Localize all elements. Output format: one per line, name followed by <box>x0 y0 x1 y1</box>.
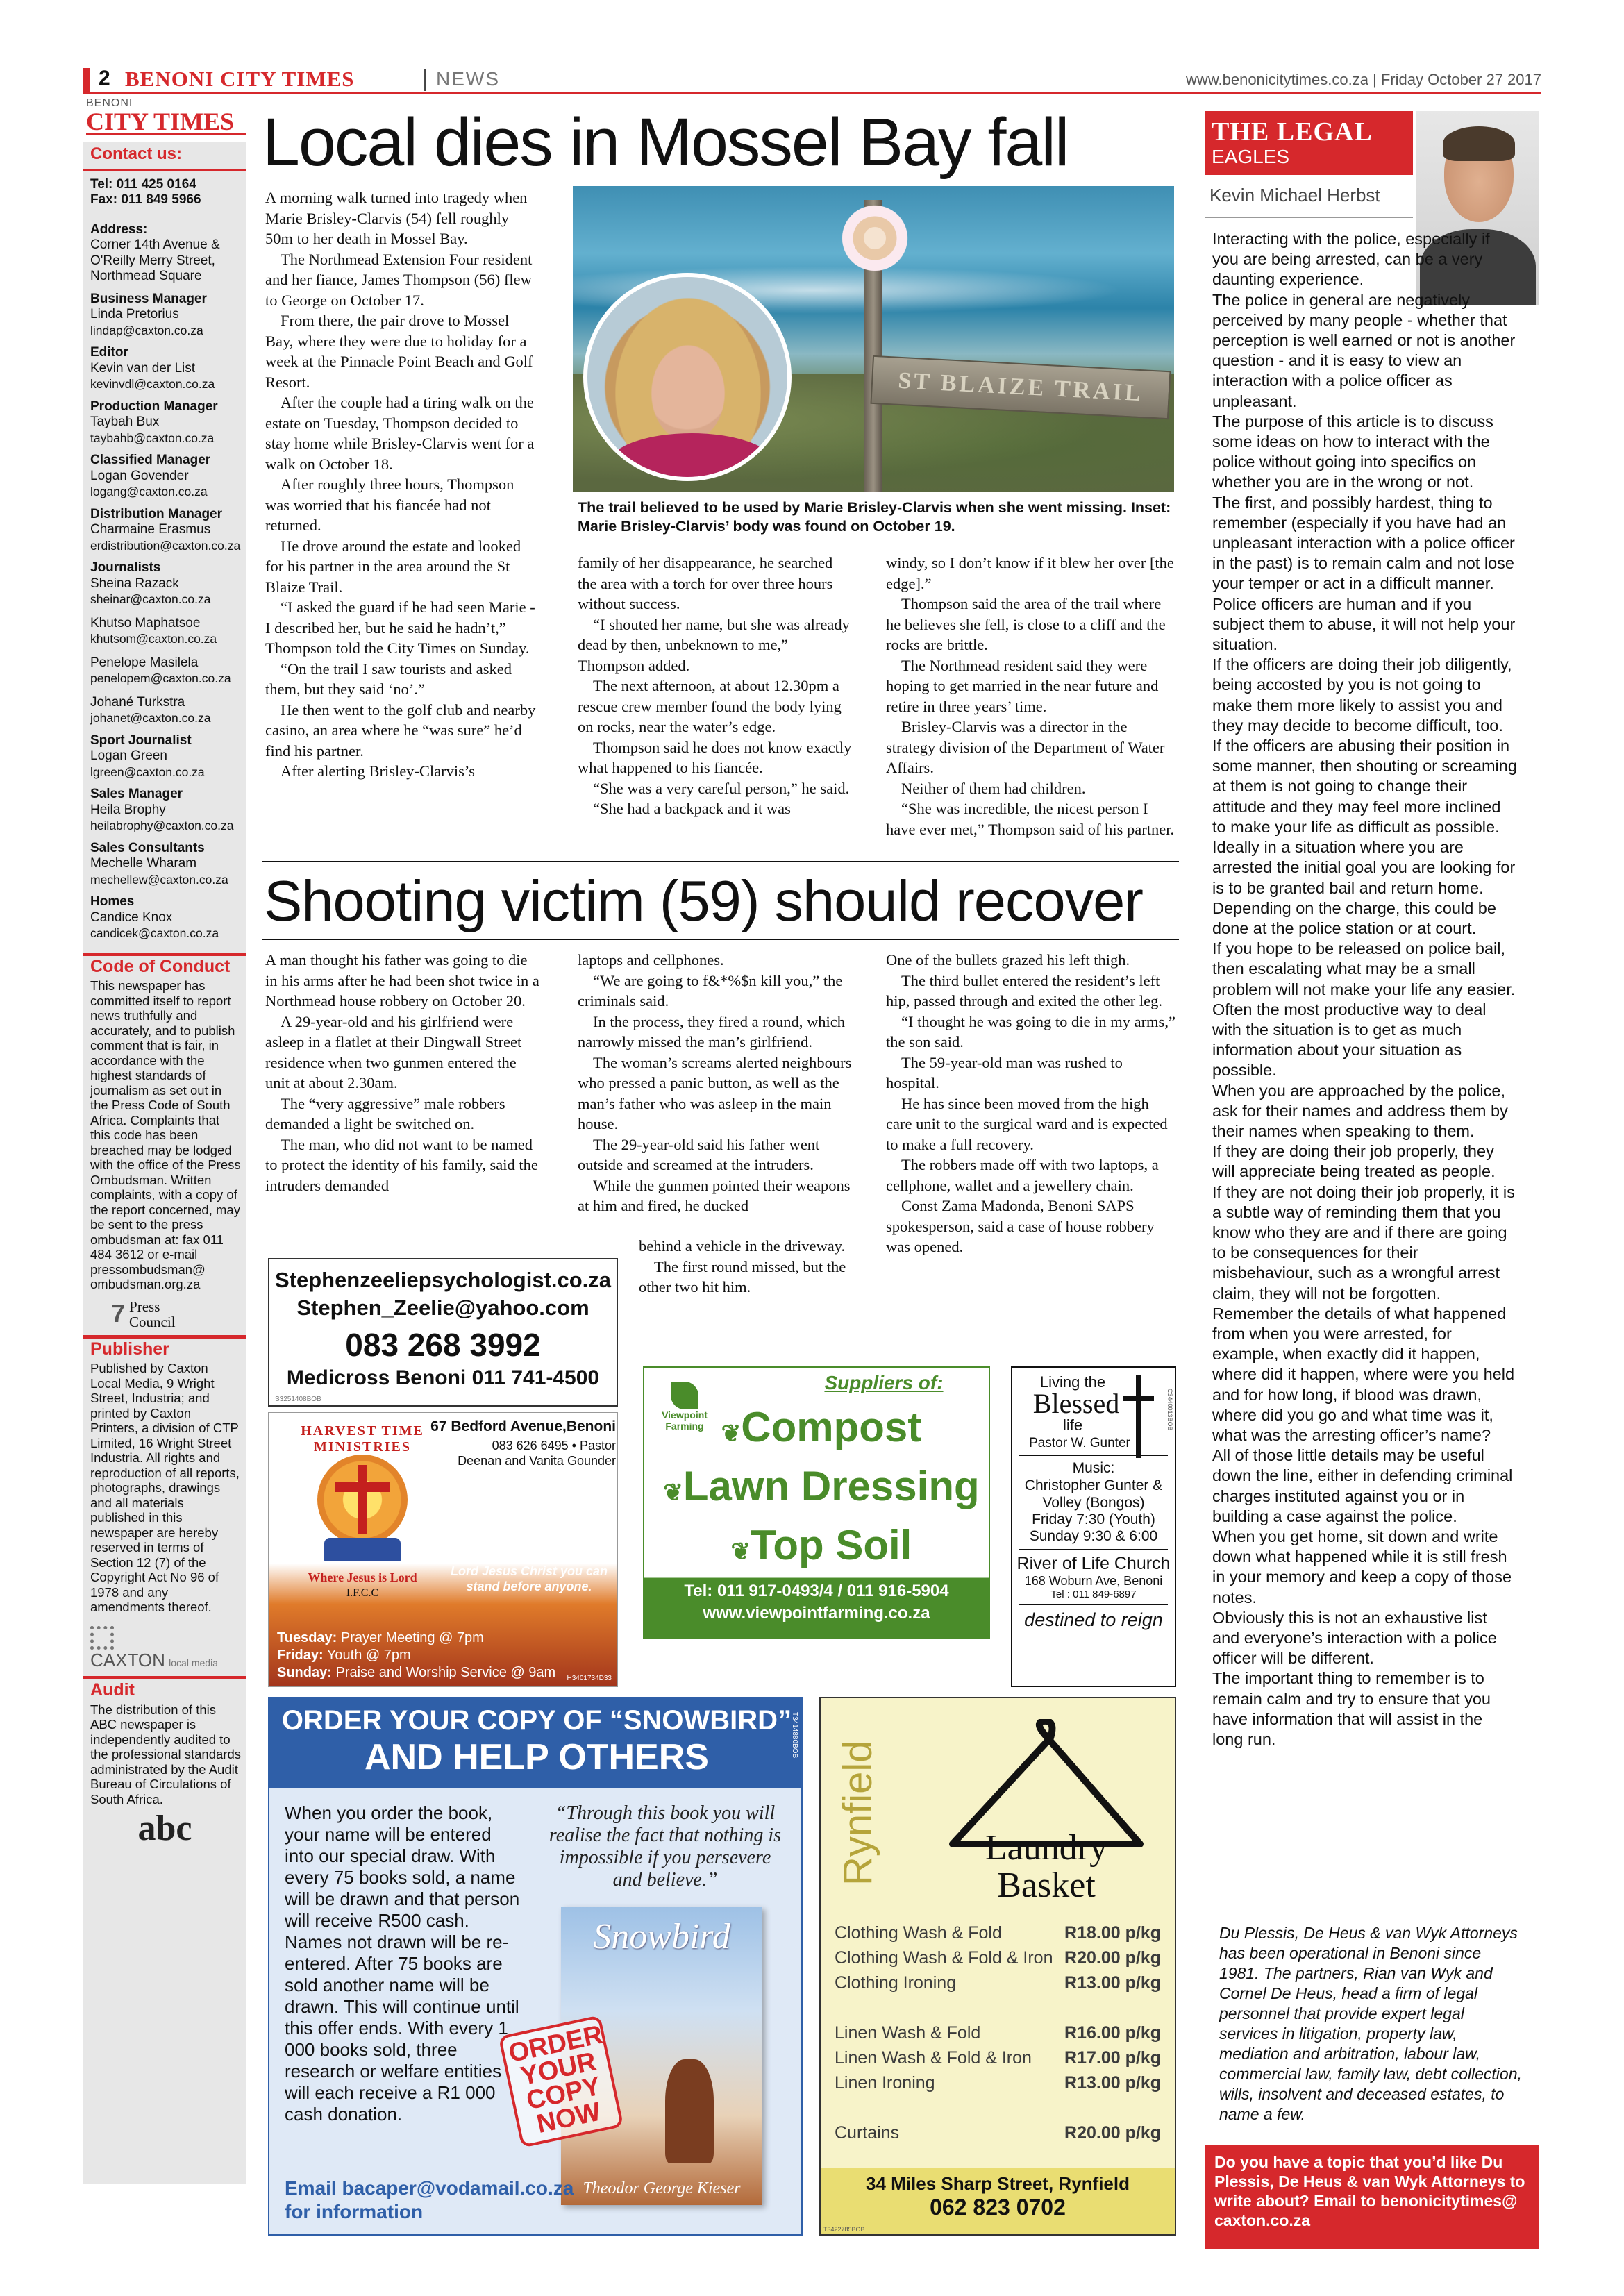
church-ad[interactable] <box>1011 1366 1176 1687</box>
leaf-bullet-icon: ❦ <box>721 1421 742 1447</box>
legal-paragraph: Interacting with the police, especially if you are being arrested, can be a very daunting experience. <box>1212 230 1490 289</box>
psych-ad[interactable] <box>268 1258 618 1407</box>
staff-role: Homes <box>90 894 135 909</box>
legal-title: THE LEGAL <box>1212 117 1373 146</box>
paragraph: The next afternoon, at about 12.30pm a rescue crew member found the body lying on rocks, near the water’s edge. <box>578 677 842 735</box>
address-label: Address: <box>90 221 148 237</box>
staff-entry <box>90 399 241 446</box>
psych-code: S3251408BOB <box>275 1396 321 1403</box>
legal-author: Kevin Michael Herbst <box>1209 185 1380 206</box>
staff-entry <box>90 695 241 726</box>
laundry-code: T3422785BOB <box>823 2226 865 2233</box>
viewpoint-items <box>655 1401 988 1578</box>
paragraph: He has since been moved from the high care unit to the surgical ward and is expected to make a full recovery. <box>886 1094 1168 1153</box>
staff-entry <box>90 655 241 687</box>
paragraph: “She was a very careful person,” he said. <box>593 779 850 797</box>
staff-role: Distribution Manager <box>90 506 223 521</box>
viewpoint-item-label: Compost <box>741 1404 922 1450</box>
legal-paragraph: If the officers are abusing their position in some manner, then shouting or screaming at them is not going to change their attitude and they may feel more inclined to make your life as difficult as possible. <box>1212 737 1517 836</box>
laundry-address: 34 Miles Sharp Street, Rynfield <box>865 2173 1130 2194</box>
paragraph: The woman’s screams alerted neighbours who pressed a panic button, as well as the man’s father who was asleep in the main house. <box>578 1053 852 1132</box>
harvest-arc-text: HARVEST TIME MINISTRIES <box>301 1423 424 1455</box>
harvest-tuesday: Prayer Meeting @ 7pm <box>340 1630 484 1645</box>
paragraph: After the couple had a tiring walk on the estate on Tuesday, Thompson decided to stay home while Brisley-Clarvis went for a walk on October 18. <box>265 394 535 473</box>
paragraph: The first round missed, but the other two hit him. <box>639 1257 846 1296</box>
paragraph: “On the trail I saw tourists and asked them, but they said ‘no’.” <box>265 660 512 698</box>
audit-heading: Audit <box>83 1676 246 1701</box>
staff-email[interactable]: candicek@caxton.co.za <box>90 926 219 940</box>
price-value: R20.00 p/kg <box>1064 2123 1161 2143</box>
staff-entry <box>90 560 241 607</box>
snowbird-title1: ORDER YOUR COPY OF “SNOWBIRD” <box>281 1705 792 1736</box>
staff-email[interactable]: heilabrophy@caxton.co.za <box>90 819 234 832</box>
viewpoint-tel[interactable]: Tel: 011 917-0493/4 / 011 916-5904 <box>684 1582 949 1600</box>
viewpoint-item <box>655 1460 988 1519</box>
article2-rule-bottom <box>262 939 1179 940</box>
paragraph: While the gunmen pointed their weapons at him and fired, he ducked <box>578 1176 851 1214</box>
harvest-quote: “If you kneel before the Lord Jesus Christ you can stand before anyone. <box>450 1549 608 1593</box>
harvest-schedule <box>277 1629 610 1682</box>
paragraph: He drove around the estate and looked for his partner in the area around the St Blaize Trail. <box>265 537 521 596</box>
staff-email[interactable]: khutsom@caxton.co.za <box>90 632 217 646</box>
trail-sign-text: ST BLAIZE TRAIL <box>897 367 1144 407</box>
staff-name: Charmaine Erasmus <box>90 522 211 537</box>
price-value: R13.00 p/kg <box>1064 1973 1161 1993</box>
viewpoint-item <box>655 1401 988 1460</box>
legal-paragraph: Police officers are human and if you subject them to abuse, it will not help your situation. <box>1212 594 1516 654</box>
staff-email[interactable]: sheinar@caxton.co.za <box>90 592 211 606</box>
harvest-sunday-label: Sunday: <box>277 1665 332 1680</box>
price-value: R20.00 p/kg <box>1064 1948 1161 1968</box>
paper-name: BENONI CITY TIMES <box>125 67 355 91</box>
paragraph: “I thought he was going to die in my arms,” the son said. <box>886 1012 1175 1050</box>
church-friday: Friday 7:30 (Youth) <box>1032 1511 1155 1527</box>
snowbird-book-figure <box>665 2059 714 2163</box>
harvest-code: H3401734D33 <box>567 1675 612 1682</box>
staff-name: Logan Green <box>90 748 167 763</box>
price-item: Linen Wash & Fold <box>835 2023 981 2043</box>
paragraph: From there, the pair drove to Mossel Bay, where they were due to holiday for a week at the Pinnacle Point Beach and Golf Resort. <box>265 312 533 391</box>
church-life: life <box>1062 1416 1083 1434</box>
laundry-footer <box>821 2168 1175 2234</box>
paragraph: A man thought his father was going to die in his arms after he had been shot twice in a Northmead house robbery on October 20. <box>265 951 539 1009</box>
price-item: Clothing Wash & Fold & Iron <box>835 1948 1053 1968</box>
staff-email[interactable]: johanet@caxton.co.za <box>90 711 211 725</box>
snowbird-book-author: Theodor George Kieser <box>583 2179 741 2197</box>
paragraph: The man, who did not want to be named to protect the identity of his family, said the intruders demanded <box>265 1135 538 1194</box>
fax-line: Fax: 011 849 5966 <box>90 192 201 207</box>
staff-entry <box>90 453 241 500</box>
paragraph: Thompson said he does not know exactly what happened to his fiancée. <box>578 738 852 776</box>
legal-title-block <box>1205 111 1413 175</box>
header-divider: | <box>422 65 428 92</box>
press-council-icon: 7 <box>111 1299 126 1328</box>
tel-line: Tel: 011 425 0164 <box>90 176 196 192</box>
church-top: Living the <box>1039 1373 1106 1391</box>
header-rule <box>83 92 1541 94</box>
viewpoint-logo-text: Viewpoint Farming <box>662 1409 708 1432</box>
book-icon <box>324 1538 401 1561</box>
section-name: NEWS <box>436 68 500 90</box>
psych-place: Medicross Benoni 011 741-4500 <box>286 1366 600 1389</box>
viewpoint-item <box>655 1519 988 1578</box>
caxton-name: CAXTON <box>90 1649 165 1670</box>
price-value: R16.00 p/kg <box>1064 2023 1161 2043</box>
church-slogan: destined to reign <box>1024 1609 1163 1630</box>
staff-list <box>90 292 241 941</box>
harvest-emblem <box>276 1416 449 1604</box>
legal-paragraph: Obviously this is not an exhaustive list and everyone’s interaction with a police officer will be different. <box>1212 1608 1497 1668</box>
cross-icon <box>358 1465 367 1534</box>
staff-name: Khutso Maphatsoe <box>90 615 201 630</box>
viewpoint-web[interactable]: www.viewpointfarming.co.za <box>703 1604 930 1623</box>
address-text: Corner 14th Avenue & O'Reilly Merry Street, Northmead Square <box>90 237 220 283</box>
staff-entry <box>90 733 241 780</box>
staff-name: Candice Knox <box>90 910 173 925</box>
viewpoint-item-label: Top Soil <box>751 1522 912 1568</box>
staff-name: Logan Govender <box>90 468 189 483</box>
snowbird-info: for information <box>285 2201 424 2222</box>
paragraph: He then went to the golf club and nearby casino, an area where he “was sure” he’d find his partner. <box>265 701 536 760</box>
snowbird-quote: “Through this book you will realise the fact that nothing is impossible if you persevere and believe.” <box>549 1802 782 1891</box>
legal-body <box>1212 229 1518 1750</box>
harvest-ad[interactable] <box>268 1412 618 1687</box>
staff-entry <box>90 841 241 888</box>
staff-entry <box>90 616 241 647</box>
snowbird-code: T3414880BOB <box>791 1712 798 1759</box>
paragraph: Thompson said the area of the trail where he believes she fell, is close to a cliff and the rocks are brittle. <box>886 595 1166 653</box>
legal-paragraph: The purpose of this article is to discuss some ideas on how to interact with the police without going into specifics on whether you are in the wrong or not. <box>1212 412 1493 492</box>
laundry-ad[interactable] <box>819 1697 1176 2236</box>
price-row <box>835 2045 1161 2070</box>
staff-role: Sport Journalist <box>90 732 192 748</box>
paragraph: One of the bullets grazed his left thigh. <box>886 951 1130 969</box>
harvest-ifcc: I.F.C.C <box>346 1587 379 1599</box>
price-row <box>835 2020 1161 2045</box>
press-council-logo <box>83 1298 246 1335</box>
church-pastor: Pastor W. Gunter <box>1029 1436 1130 1450</box>
article2-col2 <box>578 950 859 1216</box>
staff-name: Heila Brophy <box>90 802 166 817</box>
paragraph: Brisley-Clarvis was a director in the strategy division of the Department of Water Affairs. <box>886 718 1165 776</box>
code-heading: Code of Conduct <box>83 953 246 978</box>
staff-name: Sheina Razack <box>90 576 179 591</box>
harvest-tuesday-label: Tuesday: <box>277 1630 337 1645</box>
paragraph: The third bullet entered the resident’s left hip, passed through and exited the other leg. <box>886 971 1163 1009</box>
price-value: R17.00 p/kg <box>1064 2048 1161 2068</box>
staff-entry <box>90 787 241 834</box>
staff-role: Classified Manager <box>90 453 211 467</box>
snowbird-stamp[interactable]: ORDER YOUR COPY NOW <box>499 2015 624 2148</box>
paragraph: Neither of them had children. <box>901 779 1086 797</box>
psych-site[interactable]: Stephenzeeliepsychologist.co.za <box>274 1268 612 1292</box>
paragraph: The 29-year-old said his father went outside and screamed at the intruders. <box>578 1135 820 1173</box>
legal-paragraph: If the officers are doing their job diligently, being accosted by you is not going to make them more likely to assist you and they may decide to become difficult, too. <box>1212 655 1512 735</box>
laundry-prices <box>835 1920 1161 2145</box>
paragraph: behind a vehicle in the driveway. <box>639 1237 846 1255</box>
legal-paragraph: The important thing to remember is to remain calm and try to ensure that you have information that will assist in the long run. <box>1212 1669 1491 1749</box>
paragraph: “We are going to f&*%$n kill you,” the criminals said. <box>578 971 843 1009</box>
paragraph: “I asked the guard if he had seen Marie - I described her, but he said he hadn’t,” Thompson told the City Times on Sunday. <box>265 598 535 657</box>
laundry-phone[interactable]: 062 823 0702 <box>930 2195 1066 2220</box>
legal-italic: Du Plessis, De Heus & van Wyk Attorneys has been operational in Benoni since 1981. The partners, Rian van Wyk and Cornel De Heus, head a firm of legal personnel that provide expert legal services in litigation, property law, mediation and arbitration, labour law, commercial law, family law, debt collection, wills, insolvent and deceased estates, to name a few. <box>1219 1924 1522 2123</box>
page-header <box>83 67 1541 94</box>
laundry-name1: Laundry <box>985 1828 1108 1868</box>
caxton-icon <box>90 1626 114 1650</box>
snowbird-body: When you order the book, your name will be entered into our special draw. With every 75 books sold, a name will be drawn and that person will receive R500 cash. Names not drawn will be re-entered. After 75 books are sold another name will be drawn. This will continue until this offer ends. With every 1 000 books sold, three research or welfare entities will each receive a R1 000 cash donation. <box>285 1802 520 2125</box>
article2-col3 <box>886 950 1178 1257</box>
paragraph: After alerting Brisley-Clarvis’s <box>281 762 475 780</box>
church-sunday: Sunday 9:30 & 6:00 <box>1029 1528 1158 1544</box>
staff-email[interactable]: kevinvdl@caxton.co.za <box>90 377 215 391</box>
staff-email[interactable]: logang@caxton.co.za <box>90 485 208 498</box>
legal-subtitle: EAGLES <box>1212 146 1290 167</box>
article1-col1 <box>265 187 539 782</box>
legal-author-rule <box>1205 217 1413 218</box>
inset-portrait <box>583 273 792 481</box>
logo-small: BENONI <box>86 97 133 109</box>
harvest-friday: Youth @ 7pm <box>326 1648 411 1663</box>
church-tel: Tel : 011 849-6897 <box>1050 1589 1137 1600</box>
paragraph: A 29-year-old and his girlfriend were asleep in a flatlet at their Dingwall Street residence when two gunmen entered the unit at about 2.30am. <box>265 1012 522 1091</box>
paragraph: “I shouted her name, but she was already dead by then, unbeknown to me,” Thompson added. <box>578 615 850 674</box>
paragraph: In the process, they fired a round, which narrowly missed the man’s girlfriend. <box>578 1012 846 1050</box>
laundry-town: Rynfield <box>835 1740 880 1886</box>
audit-text: The distribution of this ABC newspaper is independently audited to the professional standards administrated by the Audit Bureau of Circulations of South Africa. <box>90 1702 241 1807</box>
article1-headline: Local dies in Mossel Bay fall <box>262 104 1069 180</box>
staff-email[interactable]: erdistribution@caxton.co.za <box>90 538 241 553</box>
paragraph: family of her disappearance, he searched the area with a torch for over three hours without success. <box>578 554 833 612</box>
snowbird-email[interactable]: Email bacaper@vodamail.co.za <box>285 2177 574 2199</box>
harvest-motto: Where Jesus is Lord <box>308 1570 417 1584</box>
article1-col3 <box>886 553 1178 839</box>
staff-role: Production Manager <box>90 399 218 414</box>
price-row <box>835 1920 1161 1945</box>
cross-flowers <box>837 200 913 276</box>
caxton-sub: local media <box>169 1657 218 1668</box>
staff-role: Sales Manager <box>90 787 183 801</box>
sidebar <box>83 142 246 2184</box>
church-cross-icon <box>1136 1375 1141 1458</box>
snowbird-book-title: Snowbird <box>593 1917 730 1956</box>
staff-email[interactable]: mechellew@caxton.co.za <box>90 872 228 887</box>
staff-entry <box>90 894 241 941</box>
page-number: 2 <box>99 67 110 90</box>
laundry-name2: Basket <box>997 1866 1096 1905</box>
paragraph: After roughly three hours, Thompson was worried that his fiancée had not returned. <box>265 476 514 534</box>
cross-bar <box>335 1482 390 1492</box>
church-blessed: Blessed <box>1032 1388 1120 1419</box>
church-cross-bar <box>1123 1396 1154 1401</box>
publisher-heading: Publisher <box>83 1335 246 1360</box>
legal-paragraph: All of those little details may be useful down the line, either in defending criminal charges instituted against you or in building a case against the police. <box>1212 1446 1513 1525</box>
legal-paragraph: Ideally in a situation where you are arrested the initial goal you are looking for is to be granted bail and return home. Depending on the charge, this could be done at the police station or at court. <box>1212 838 1516 937</box>
staff-entry <box>90 345 241 392</box>
legal-paragraph: Often the most productive way to deal with the situation is to get as much information about your situation as possible. <box>1212 1000 1487 1080</box>
legal-paragraph: Remember the details of what happened from when you were arrested, for example, when exactly did it happen, where did it happen, where were you held and for how long, if blood was drawn, where did you go and what time was it, what was the arresting officer’s name? <box>1212 1304 1515 1444</box>
staff-email[interactable]: penelopem@caxton.co.za <box>90 671 231 685</box>
staff-name: Penelope Masilela <box>90 655 199 670</box>
article1-col2 <box>578 553 855 819</box>
staff-name: Johané Turkstra <box>90 694 185 710</box>
staff-name: Kevin van der List <box>90 360 196 376</box>
legal-paragraph: When you are approached by the police, ask for their names and address them by their names when speaking to them. <box>1212 1081 1508 1140</box>
price-value: R13.00 p/kg <box>1064 2073 1161 2093</box>
legal-paragraph: If you hope to be released on police bail, then escalating what may be a small problem will not make your life any easier. <box>1212 939 1516 998</box>
psych-phone: 083 268 3992 <box>345 1327 541 1363</box>
header-bar <box>83 68 90 92</box>
legal-paragraph: If they are not doing their job properly, it is a subtle way of reminding them that you know who they are and if there are going to be consequences for their misbehaviour, such as a wrongful arrest claim, they will not be forgotten. <box>1212 1182 1515 1302</box>
staff-entry <box>90 507 241 554</box>
logo-big: CITY TIMES <box>86 110 246 135</box>
snowbird-header <box>269 1698 803 1788</box>
paragraph: laptops and cellphones. <box>578 951 724 969</box>
price-item: Curtains <box>835 2123 900 2143</box>
harvest-friday-label: Friday: <box>277 1648 324 1663</box>
leaf-bullet-icon: ❦ <box>663 1480 683 1506</box>
paragraph: windy, so I don’t know if it blew her over [the edge].” <box>886 554 1174 592</box>
staff-name: Linda Pretorius <box>90 307 179 321</box>
paragraph: Const Zama Madonda, Benoni SAPS spokesperson, said a case of house robbery was opened. <box>886 1197 1155 1255</box>
portrait-hair <box>1443 126 1515 161</box>
harvest-contact: 083 626 6495 • Pastor Deenan and Vanita Gounder <box>458 1439 616 1468</box>
trail-photo <box>573 186 1174 492</box>
paragraph: The Northmead Extension Four resident and her fiance, James Thompson (56) flew to George on October 17. <box>265 250 533 309</box>
leaf-bullet-icon: ❦ <box>730 1539 751 1565</box>
staff-role: Journalists <box>90 560 161 575</box>
price-item: Clothing Wash & Fold <box>835 1923 1002 1943</box>
legal-paragraph: When you get home, sit down and write down what happened while it is still fresh in your memory and keep a copy of those notes. <box>1212 1527 1512 1607</box>
staff-role: Business Manager <box>90 291 207 306</box>
paragraph: A morning walk turned into tragedy when Marie Brisley-Clarvis (54) fell roughly 50m to her death in Mossel Bay. <box>265 189 528 247</box>
publisher-text: Published by Caxton Local Media, 9 Wright Street, Industria; and printed by Caxton Printers, a division of CTP Limited, 16 Wright Street Industria. All rights and reproduction of all reports, photographs, drawings and all materials published in this newspaper are hereby reserved in terms of Section 12 (7) of the Copyright Act No 96 of 1978 and any amendments thereof. <box>90 1361 240 1614</box>
website-date[interactable]: www.benonicitytimes.co.za | Friday October 27 2017 <box>1186 71 1541 88</box>
viewpoint-suppliers: Suppliers of: <box>824 1372 944 1393</box>
paragraph: “She was incredible, the nicest person I have ever met,” Thompson said of his partner. <box>886 800 1175 838</box>
church-music: Christopher Gunter & Volley (Bongos) <box>1024 1477 1163 1511</box>
price-item: Clothing Ironing <box>835 1973 957 1993</box>
price-row <box>835 2120 1161 2145</box>
paragraph: The robbers made off with two laptops, a cellphone, wallet and a jewellery chain. <box>886 1156 1159 1194</box>
harvest-sunday: Praise and Worship Service @ 9am <box>335 1665 556 1680</box>
church-music-label: Music: <box>1072 1460 1115 1476</box>
legal-paragraph: If they are doing their job properly, they will appreciate being treated as people. <box>1212 1142 1496 1181</box>
staff-email[interactable]: lgreen@caxton.co.za <box>90 764 205 779</box>
staff-email[interactable]: taybahb@caxton.co.za <box>90 430 215 445</box>
abc-logo: abc <box>137 1809 192 1848</box>
paragraph: The Northmead resident said they were hoping to get married in the near future and retire in three years’ time. <box>886 656 1159 715</box>
staff-name: Mechelle Wharam <box>90 856 197 871</box>
article2-col1 <box>265 950 543 1196</box>
snowbird-ad[interactable] <box>268 1697 803 2236</box>
paragraph: The “very aggressive” male robbers demanded a light be switched on. <box>265 1094 505 1132</box>
paragraph: “She had a backpack and it was <box>593 800 791 817</box>
staff-email[interactable]: lindap@caxton.co.za <box>90 323 203 337</box>
viewpoint-item-label: Lawn Dressing <box>683 1463 980 1509</box>
caxton-logo <box>83 1620 246 1677</box>
viewpoint-ad[interactable] <box>643 1366 990 1639</box>
code-text: This newspaper has committed itself to report news truthfully and accurately, and to publish comment that is fair, in accordance with the highest standards of journalism as set out in the Press Code of South Africa. Complaints that this code has been breached may be lodged with the office of the Press Ombudsman. Written complaints, with a copy of the report concerned, may be sent to the press ombudsman at: fax 011 484 3612 or e-mail pressombudsman@ ombudsman.org.za <box>90 978 241 1291</box>
legal-paragraph: The first, and possibly hardest, thing to remember (especially if you have had an unpleasant interaction with a police officer in the past) is to remain calm and not lose your temper or act in a difficult manner. <box>1212 493 1515 593</box>
church-address: 168 Woburn Ave, Benoni <box>1024 1574 1163 1588</box>
price-value: R18.00 p/kg <box>1064 1923 1161 1943</box>
harvest-address: 67 Bedford Avenue,Benoni <box>430 1418 616 1434</box>
article2-headline: Shooting victim (59) should recover <box>264 869 1143 933</box>
price-item: Linen Wash & Fold & Iron <box>835 2048 1032 2068</box>
church-code: C3440013BOB <box>1166 1389 1173 1431</box>
photo-caption: The trail believed to be used by Marie Brisley-Clarvis when she went missing. Inset: Marie Brisley-Clarvis’ body was found on October 19. <box>578 499 1171 535</box>
price-row <box>835 2070 1161 2095</box>
legal-footer[interactable]: Do you have a topic that you’d like Du Plessis, De Heus & van Wyk Attorneys to write about? Email to benonicitytimes@ caxton.co.za <box>1205 2145 1539 2249</box>
press-council-text: Press Council <box>129 1298 176 1330</box>
legal-paragraph: The police in general are negatively perceived by many people - whether that perception is well earned or not is another question - and it is easy to view an interaction with a police officer as unpleasant. <box>1212 290 1516 410</box>
church-name: River of Life Church <box>1016 1554 1171 1573</box>
staff-entry <box>90 292 241 339</box>
article2-col2b <box>639 1236 860 1298</box>
price-row <box>835 1970 1161 1995</box>
staff-role: Editor <box>90 345 128 360</box>
snowbird-title2: AND HELP OTHERS <box>365 1737 709 1777</box>
article2-rule <box>262 861 1179 862</box>
price-item: Linen Ironing <box>835 2073 935 2093</box>
psych-email[interactable]: Stephen_Zeelie@yahoo.com <box>296 1296 589 1320</box>
contact-heading: Contact us: <box>90 144 182 163</box>
staff-role: Sales Consultants <box>90 840 205 855</box>
paragraph: The 59-year-old man was rushed to hospital. <box>886 1053 1123 1091</box>
price-row <box>835 1945 1161 1970</box>
staff-name: Taybah Bux <box>90 414 160 429</box>
sidebar-logo <box>86 97 246 135</box>
